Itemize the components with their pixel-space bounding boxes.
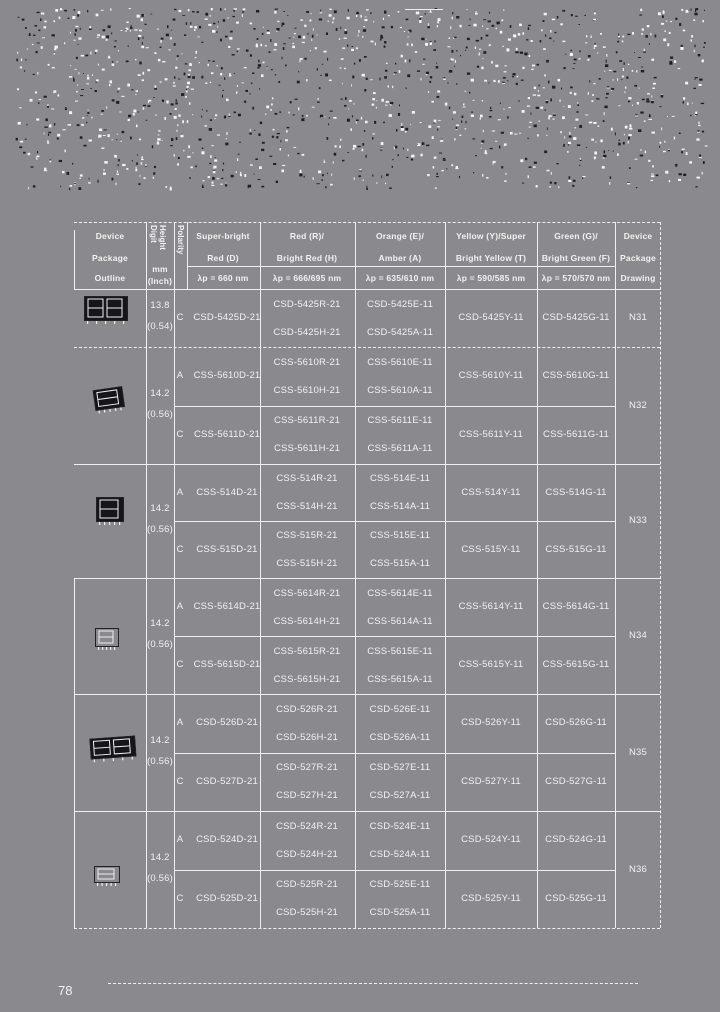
header-green: Green (G)/	[554, 231, 598, 241]
digit-height-inch: (0.56)	[146, 872, 174, 884]
table-vertical-rule	[74, 578, 75, 928]
part-red: CSD-526R-21	[276, 703, 338, 715]
package-drawing-code: N33	[628, 515, 648, 526]
part-red: CSD-524R-21	[276, 820, 338, 832]
digit-height-mm: 13.8	[150, 300, 170, 311]
digit-height-inch: (0.56)	[146, 408, 174, 420]
part-amber: CSD-524A-11	[369, 848, 431, 860]
scan-noise-header	[0, 0, 720, 200]
part-super-bright-red: CSS-5611D-21	[193, 428, 261, 440]
table-vertical-rule	[445, 222, 446, 928]
header-yellow: λp = 590/585 nm	[456, 273, 526, 283]
part-bright-red: CSD-524H-21	[276, 848, 338, 860]
part-green: CSD-526G-11	[545, 717, 607, 729]
part-amber: CSS-5611A-11	[367, 443, 433, 455]
part-amber: CSS-5614A-11	[367, 615, 433, 627]
table-horizontal-rule	[74, 347, 660, 348]
part-amber: CSD-527A-11	[369, 790, 431, 802]
header-orange: Orange (E)/	[375, 231, 425, 241]
table-vertical-rule	[355, 222, 356, 928]
polarity-code: A	[176, 370, 184, 382]
part-yellow: CSS-514Y-11	[461, 486, 521, 498]
part-green: CSS-5611G-11	[543, 428, 609, 440]
part-super-bright-red: CSD-524D-21	[196, 834, 258, 846]
part-bright-red: CSS-5611H-21	[273, 443, 341, 455]
part-amber: CSS-515A-11	[369, 557, 431, 569]
polarity-code: A	[176, 717, 184, 729]
part-red: CSS-515R-21	[276, 530, 338, 542]
part-yellow: CSD-5425Y-11	[458, 312, 524, 323]
part-orange: CSS-5610E-11	[367, 356, 433, 368]
part-orange: CSD-5425E-11	[366, 298, 434, 310]
header-digit-inch: (Inch)	[147, 276, 173, 286]
table-vertical-rule	[74, 230, 75, 289]
header-yellow: Yellow (Y)/Super	[456, 231, 526, 241]
part-bright-red: CSS-5610H-21	[273, 384, 341, 396]
table-horizontal-rule	[96, 811, 190, 812]
digit-height-mm: 14.2	[150, 503, 170, 514]
header-red: Bright Red (H)	[276, 253, 338, 263]
part-red: CSS-5615R-21	[273, 645, 341, 657]
part-orange: CSD-525E-11	[369, 879, 431, 891]
table-horizontal-rule	[174, 753, 615, 754]
polarity-code: C	[176, 775, 184, 787]
part-green: CSS-5615G-11	[542, 659, 610, 670]
part-orange: CSS-5611E-11	[367, 415, 433, 427]
part-orange: CSD-524E-11	[369, 820, 431, 832]
part-amber: CSS-5615A-11	[367, 673, 433, 685]
part-green: CSS-5614G-11	[542, 601, 610, 612]
part-super-bright-red: CSD-526D-21	[196, 717, 258, 729]
digit-height-inch: (0.54)	[146, 321, 174, 332]
package-drawing-code: N36	[628, 863, 648, 875]
table-vertical-rule	[187, 222, 188, 289]
table-vertical-rule	[174, 222, 175, 928]
part-red: CSS-514R-21	[276, 473, 338, 485]
part-bright-red: CSS-5614H-21	[273, 615, 341, 627]
part-red: CSS-5614R-21	[273, 587, 341, 599]
part-green: CSS-514G-11	[545, 486, 607, 498]
package-outline-dual-digit-icon	[84, 296, 128, 324]
part-red: CSS-5611R-21	[273, 415, 341, 427]
part-bright-red: CSD-5425H-21	[273, 326, 341, 338]
part-bright-red: CSD-527H-21	[276, 790, 338, 802]
part-yellow: CSD-526Y-11	[461, 717, 521, 729]
page-number: 78	[58, 983, 73, 998]
part-super-bright-red: CSS-5615D-21	[193, 659, 261, 670]
polarity-code: A	[176, 486, 184, 498]
polarity-code: C	[176, 428, 184, 440]
part-green: CSD-527G-11	[545, 775, 607, 787]
table-horizontal-rule	[174, 521, 615, 522]
package-outline-single-digit-icon	[96, 497, 124, 525]
table-vertical-rule	[615, 222, 616, 928]
polarity-code: A	[176, 601, 184, 612]
part-green: CSD-524G-11	[545, 834, 607, 846]
part-super-bright-red: CSD-525D-21	[196, 892, 258, 904]
part-super-bright-red: CSD-527D-21	[196, 775, 258, 787]
part-green: CSS-515G-11	[545, 543, 607, 555]
package-outline-dual-digit-icon	[89, 735, 137, 762]
part-bright-red: CSS-5615H-21	[273, 673, 341, 685]
part-yellow: CSS-515Y-11	[461, 543, 521, 555]
polarity-code: A	[176, 834, 184, 846]
header-super-bright-red: Red (D)	[207, 253, 239, 263]
package-outline-small-digit-icon	[94, 866, 120, 886]
part-super-bright-red: CSS-5610D-21	[193, 370, 261, 382]
part-orange: CSS-515E-11	[369, 530, 431, 542]
part-orange: CSS-5614E-11	[367, 587, 433, 599]
part-bright-red: CSS-514H-21	[276, 500, 338, 512]
table-vertical-rule	[260, 222, 261, 928]
part-amber: CSD-526A-11	[369, 731, 431, 743]
header-super-bright-red: Super-bright	[196, 231, 250, 241]
part-yellow: CSD-524Y-11	[461, 834, 521, 846]
part-orange: CSD-526E-11	[369, 703, 431, 715]
part-super-bright-red: CSS-515D-21	[196, 543, 258, 555]
part-bright-red: CSS-515H-21	[276, 557, 338, 569]
polarity-code: C	[176, 543, 184, 555]
table-horizontal-rule	[74, 222, 660, 223]
digit-height-inch: (0.56)	[146, 755, 174, 767]
part-orange: CSD-527E-11	[369, 762, 431, 774]
package-drawing-code: N32	[628, 399, 648, 411]
digit-height-mm: 14.2	[150, 851, 170, 863]
table-horizontal-rule	[174, 406, 615, 407]
header-device-package-outline: Package	[92, 253, 128, 263]
table-vertical-rule	[660, 222, 661, 928]
polarity-code: C	[176, 312, 184, 323]
header-digit: Digit	[149, 225, 158, 243]
header-device-package-outline: Device	[95, 231, 125, 241]
part-green: CSD-525G-11	[545, 892, 607, 904]
part-red: CSD-525R-21	[276, 879, 338, 891]
part-super-bright-red: CSD-5425D-21	[193, 312, 261, 323]
part-yellow: CSS-5614Y-11	[458, 601, 524, 612]
table-horizontal-rule	[74, 694, 660, 695]
part-super-bright-red: CSS-514D-21	[196, 486, 258, 498]
table-vertical-rule	[537, 222, 538, 928]
digit-height-mm: 14.2	[150, 387, 170, 399]
top-rule	[405, 9, 443, 10]
table-horizontal-rule	[187, 266, 615, 267]
polarity-code: C	[176, 659, 184, 670]
part-amber: CSD-5425A-11	[366, 326, 434, 338]
part-red: CSD-5425R-21	[273, 298, 341, 310]
header-polarity: Polarity	[176, 225, 185, 255]
table-horizontal-rule	[74, 289, 660, 290]
part-orange: CSS-514E-11	[369, 473, 431, 485]
header-orange: λp = 635/610 nm	[365, 273, 435, 283]
package-drawing-code: N34	[628, 630, 648, 641]
header-red: Red (R)/	[289, 231, 325, 241]
part-super-bright-red: CSS-5614D-21	[193, 601, 261, 612]
part-amber: CSS-5610A-11	[367, 384, 433, 396]
part-orange: CSS-5615E-11	[367, 645, 433, 657]
header-yellow: Bright Yellow (T)	[455, 253, 527, 263]
table-horizontal-rule	[74, 928, 660, 929]
package-outline-small-digit-icon	[95, 628, 119, 650]
part-red: CSD-527R-21	[276, 762, 338, 774]
table-vertical-rule	[146, 222, 147, 928]
table-horizontal-rule	[74, 464, 660, 465]
digit-height-mm: 14.2	[150, 618, 170, 629]
table-horizontal-rule	[174, 636, 615, 637]
part-yellow: CSS-5615Y-11	[458, 659, 524, 670]
footer-rule	[108, 983, 638, 984]
part-green: CSD-5425G-11	[542, 312, 610, 323]
part-bright-red: CSD-526H-21	[276, 731, 338, 743]
digit-height-mm: 14.2	[150, 734, 170, 746]
part-yellow: CSS-5610Y-11	[458, 370, 524, 382]
part-amber: CSS-514A-11	[369, 500, 431, 512]
header-device-package-outline: Outline	[94, 273, 126, 283]
digit-height-inch: (0.56)	[146, 639, 174, 650]
polarity-code: C	[176, 892, 184, 904]
part-yellow: CSD-525Y-11	[461, 892, 521, 904]
package-drawing-code: N35	[628, 746, 648, 758]
header-red: λp = 666/695 nm	[272, 273, 342, 283]
header-drawing: Package	[620, 253, 656, 263]
header-green: Bright Green (F)	[541, 253, 611, 263]
header-drawing: Device	[623, 231, 653, 241]
part-green: CSS-5610G-11	[542, 370, 610, 382]
digit-height-inch: (0.56)	[146, 524, 174, 535]
header-digit-mm: mm	[152, 264, 168, 274]
package-outline-single-digit-icon	[92, 386, 125, 414]
header-super-bright-red: λp = 660 nm	[197, 273, 249, 283]
header-green: λp = 570/570 nm	[541, 273, 611, 283]
header-height: Height	[158, 225, 167, 250]
header-orange: Amber (A)	[378, 253, 422, 263]
table-horizontal-rule	[74, 578, 660, 579]
part-amber: CSD-525A-11	[369, 907, 431, 919]
package-drawing-code: N31	[628, 312, 648, 323]
part-red: CSS-5610R-21	[273, 356, 341, 368]
table-horizontal-rule	[174, 870, 615, 871]
header-drawing: Drawing	[620, 273, 656, 283]
part-bright-red: CSD-525H-21	[276, 907, 338, 919]
part-yellow: CSS-5611Y-11	[458, 428, 524, 440]
part-yellow: CSD-527Y-11	[461, 775, 521, 787]
